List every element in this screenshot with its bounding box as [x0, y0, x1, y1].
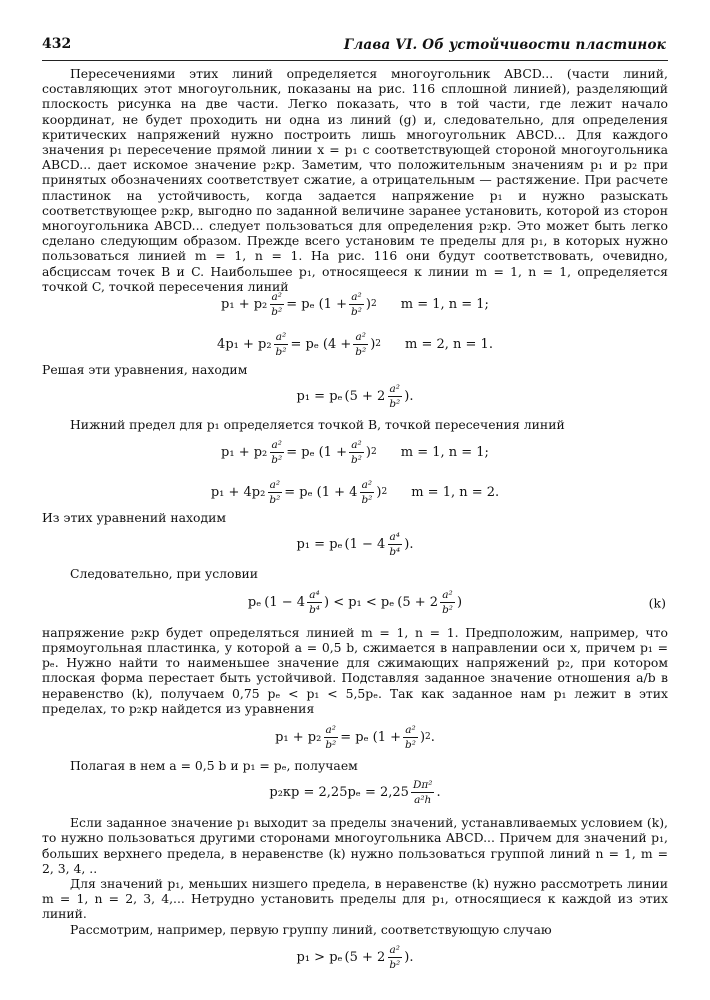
- equation-5: p₁ + 4p₂ $\frac{\text{a²}}{\text{b²}}$ = pₑ (1 + 4 a² b² ) 2 m = 1, n = 2.: [210, 478, 500, 506]
- paragraph-7: Полагая в нем a = 0,5 b и p₁ = pₑ, получаем: [70, 758, 358, 774]
- paragraph-3: Нижний предел для p₁ определяется точкой B, точкой пересечения линий: [70, 417, 565, 433]
- paragraph-1: Пересечениями этих линий определяется многоугольник ABCD... (части линий, составляющих этот многоугольник, показаны на рис. 116 сплошной линией), разделяющий плоскость рисунка на две части. Легко показать, что в той части, где лежит начало координат, не будет проходить ни одна из линий (g) и, следовательно, для определения критических напряжений нужно построить лишь многоугольник ABCD... Для каждого значения p₁ пересечение прямой линии x = p₁ с соответствующей стороной многоугольника ABCD... дает искомое значение p₂кр. Заметим, что положительным значениям p₁ и p₂ при принятых обозначениях соответствует сжатие, а отрицательным — растяжение. При расчете пластинок на устойчивость, когда задается напряжение p₁ и нужно разыскать соответствующее p₂кр, выгодно по заданной величине заранее установить, которой из сторон многоугольника ABCD... следует пользоваться для определения p₂кр. Это может быть легко сделано следующим образом. Прежде всего установим те пределы для p₁, в которых нужно пользоваться линией m = 1, n = 1. На рис. 116 они будут соответствовать, очевидно, абсциссам точек B и C. Наибольшее p₁, относящееся к линии m = 1, n = 1, определяется точкой C, точкой пересечения линий: [42, 66, 669, 294]
- header-rule: [42, 60, 668, 61]
- paragraph-8: Если заданное значение p₁ выходит за пределы значений, устанавливаемых условием (k), то нужно пользоваться другими сторонами многоугольника ABCD... Причем для значений p₁, больших верхнего предела, в неравенстве (k) нужно пользоваться группой линий n = 1, m = 2, 3, 4, ..: [42, 815, 668, 876]
- equation-1: p₁ + p₂ $\frac{\text{a²}}{\text{b²}}$ = pₑ (1 + $\frac{\text{a²}}{\text{b²}}$ ) 2 m = 1, n = 1;: [221, 290, 489, 318]
- page-number: 432: [42, 36, 72, 52]
- paragraph-4: Из этих уравнений находим: [42, 510, 226, 526]
- equation-tag-k: (k): [648, 595, 666, 611]
- equation-4: p₁ + p₂ $\frac{\text{a²}}{\text{b²}}$ = pₑ (1 + $\frac{\text{a²}}{\text{b²}}$ ) 2 m = 1, n = 1;: [221, 438, 489, 466]
- equation-9: p₂кр = 2,25pₑ = 2,25 Dπ² a²h .: [269, 778, 441, 806]
- paragraph-5: Следовательно, при условии: [70, 565, 258, 581]
- page-body: [42, 66, 668, 977]
- paragraph-10: Рассмотрим, например, первую группу линий, соответствующую случаю: [70, 921, 552, 937]
- paragraph-9: Для значений p₁, меньших низшего предела, в неравенстве (k) нужно рассмотреть линии m = 1, n = 2, 3, 4,... Нетрудно установить пределы для p₁, относящиеся к каждой из этих линий.: [42, 876, 668, 922]
- equation-10: p₁ > pₑ (5 + 2 a² b² ).: [296, 944, 414, 972]
- equation-8: p₁ + p₂ $\frac{\text{a²}}{\text{b²}}$ = pₑ (1 + $\frac{\text{a²}}{\text{b²}}$ ) 2 .: [275, 723, 435, 751]
- equation-2: 4p₁ + p₂ $\frac{\text{a²}}{\text{b²}}$ = pₑ (4 + $\frac{\text{a²}}{\text{b²}}$ ) 2 m = 2, n = 1.: [217, 330, 493, 358]
- equation-k: pₑ (1 − 4 a⁴ b⁴ ) < p₁ < pₑ (5 + 2 a² b² ) (k): [247, 589, 666, 617]
- equation-6: p₁ = pₑ (1 − 4 a⁴ b⁴ ).: [296, 531, 414, 559]
- paragraph-6: напряжение p₂кр будет определяться линией m = 1, n = 1. Предположим, например, что прямоугольная пластинка, у которой a = 0,5 b, сжимается в направлении оси x, причем p₁ = pₑ. Нужно найти то наименьшее значение для сжимающих напряжений p₂, при котором плоская форма перестает быть устойчивой. Подставляя заданное значение отношения a/b в неравенство (k), получаем 0,75 pₑ < p₁ < 5,5pₑ. Так как заданное нам p₁ лежит в этих пределах, то p₂кр найдется из уравнения: [42, 624, 668, 716]
- running-header: Глава VI. Об устойчивости пластинок: [343, 37, 666, 53]
- equation-3: p₁ = pₑ (5 + 2 a² b² ).: [296, 382, 414, 410]
- paragraph-2: Решая эти уравнения, находим: [42, 362, 248, 377]
